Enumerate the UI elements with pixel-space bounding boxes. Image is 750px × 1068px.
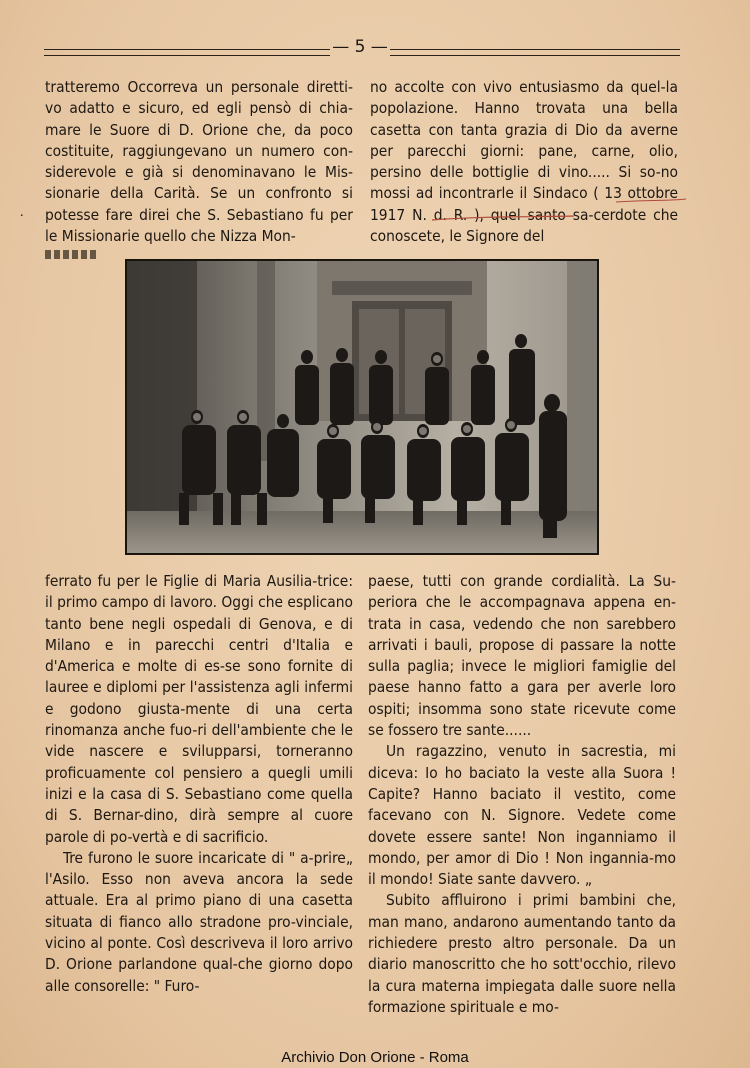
column-top-right	[370, 77, 678, 247]
page-number: — 5 —	[330, 36, 390, 58]
column-top-left	[45, 77, 353, 247]
group-photograph	[125, 259, 599, 555]
column-bottom-right	[368, 571, 676, 1018]
margin-dot: .	[20, 205, 24, 220]
paragraph: paese, tutti con grande cordialità. La Su-periora che le accompagnava appena en-trata in casa, vedendo che non sarebbero arrivati i bauli, propose di passare la notte sulla paglia; invece le migliori famiglie del paese hanno fatto a gara per averle loro ospiti; insomma sono state ricevute come se fossero tre sante......	[368, 572, 676, 740]
paragraph: Subito affluirono i primi bambini che, man mano, andarono aumentando tanto da richiedere presto altro personale. Da un diario manoscritto che ho sott'occhio, rilevo la cura materna impiegata dalle suore nella formazione spirituale e mo-	[368, 891, 676, 1016]
paragraph: Un ragazzino, venuto in sacrestia, mi diceva: Io ho baciato la veste alla Suora ! Capite? Hanno baciato il vestito, come facevano con N. Signore. Vedete come dovete essere sante! Non inganniamo il mondo, per amor di Dio ! Non ingannia-mo il mondo! Siate sante davvero. „	[368, 742, 676, 889]
paragraph: Tre furono le suore incaricate di " a-prire„ l'Asilo. Esso non aveva ancora la sede attuale. Era al primo piano di una casetta situata di fianco allo stradone pro-vinciale, vicino al ponte. Così descriveva il loro arrivo D. Orione parlandone qual-che giorno dopo alle consorelle: " Furo-	[45, 848, 353, 995]
smudged-text-fragment	[45, 246, 111, 260]
paragraph: tratteremo Occorreva un personale diretti-vo adatto e sicuro, ed egli pensò di chia-mare le Suore di D. Orione che, da poco costituite, raggiungevano un numero con-siderevole e già si denominavano le Mis-sionarie della Carità. Se un confronto si potesse fare direi che S. Sebastiano fu per le Missionarie quello che Nizza Mon-	[45, 78, 353, 246]
paragraph: ferrato fu per le Figlie di Maria Ausilia-trice: il primo campo di lavoro. Oggi che esplicano tanto bene negli ospedali di Genova, e di Milano e in parecchi centri d'Italia e d'America e molte di es-se sono fornite di lauree e diplomi per l'assistenza agli infermi e godono giusta-mente di una certa rinomanza anche fuo-ri dell'ambiente che le vide nascere e svilupparsi, torneranno proficuamente col pensiero a quegli umili inizi e la casa di S. Sebastiano come quella di S. Bernar-dino, dirà sempre al cuore parole di po-vertà e di sacrificio.	[45, 572, 353, 846]
paragraph: no accolte con vivo entusiasmo da quel-la popolazione. Hanno trovata una bella casetta con tanta grazia di Dio da averne per parecchi giorni: pane, carne, olio, persino delle bottiglie di vino..... Si so-no mossi ad incontrarle il Sindaco ( 13 ottobre 1917 N. d. R. ), quel santo sa-cerdote che conoscete, le Signore del	[370, 78, 678, 246]
archive-footer: Archivio Don Orione - Roma	[281, 1049, 469, 1066]
column-bottom-left	[45, 571, 353, 997]
